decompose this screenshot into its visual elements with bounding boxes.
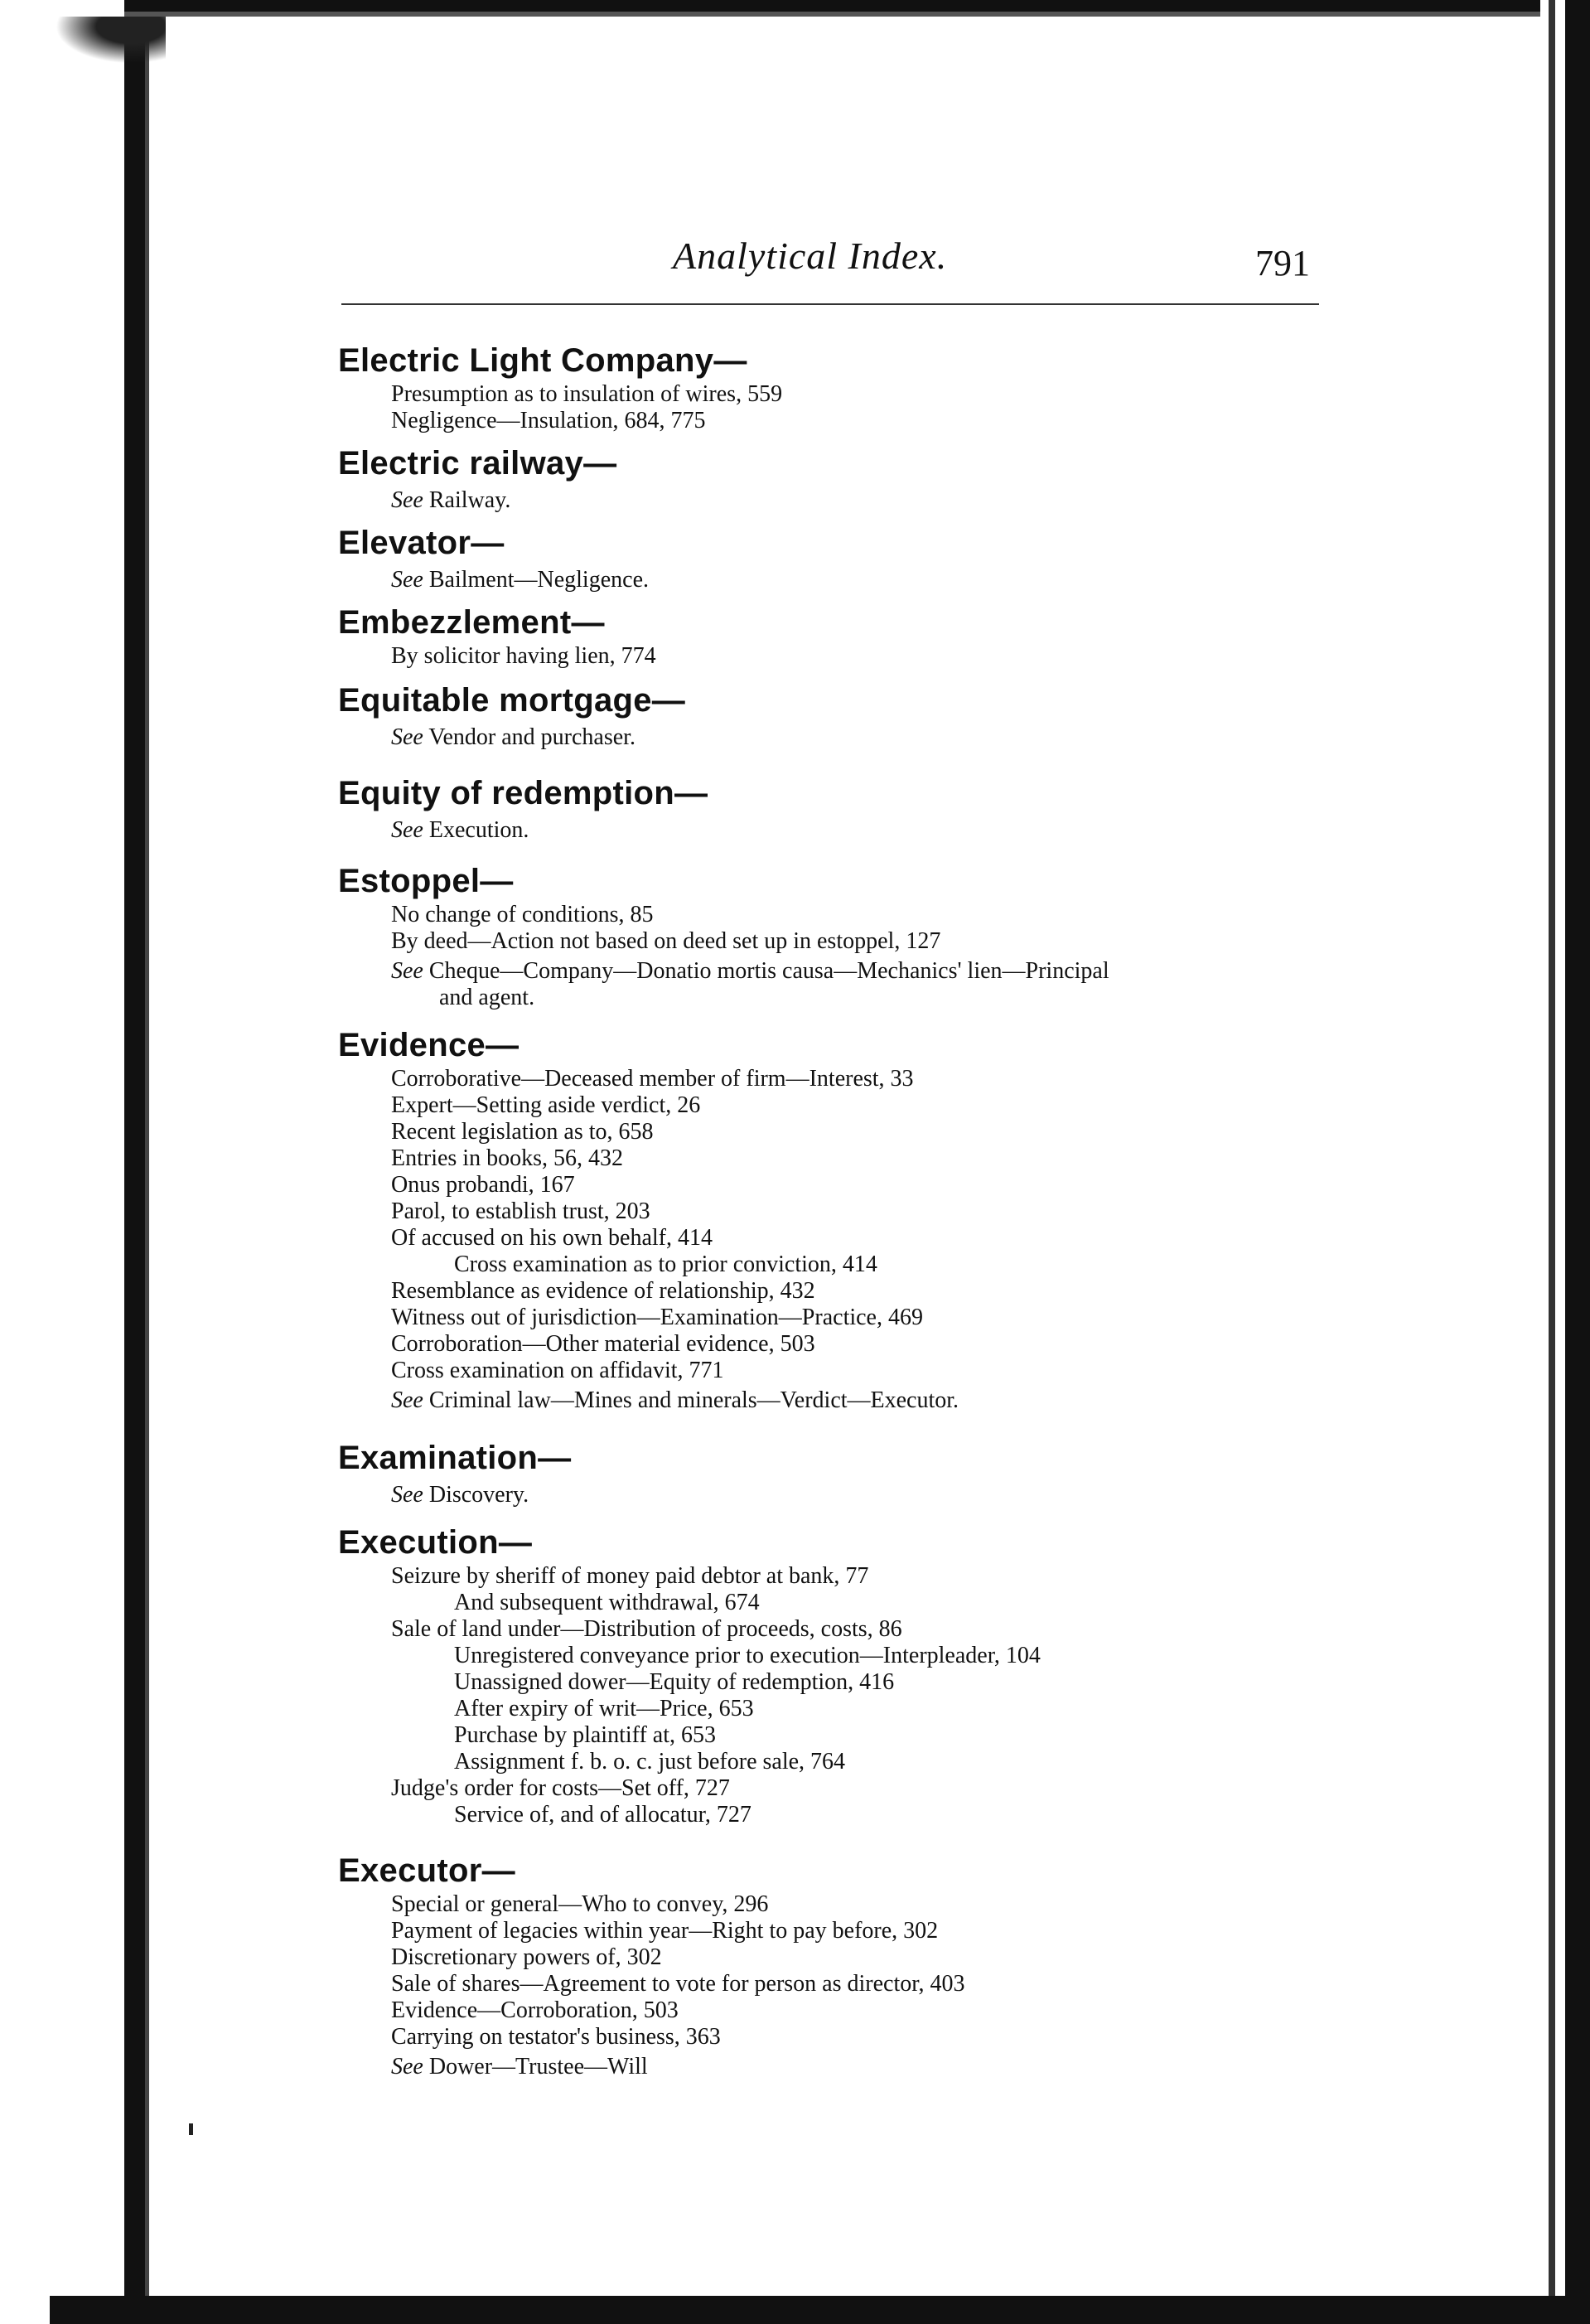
see-label: See (391, 817, 423, 843)
index-entry (338, 522, 1415, 593)
index-entry (338, 443, 1415, 514)
subentry (338, 1696, 1415, 1722)
subentry-text: Corroboration—Other material evidence, 503 (391, 1331, 815, 1357)
subentry (338, 1278, 1415, 1305)
subentry-text: Execution. (428, 817, 529, 843)
subentry-text: Resemblance as evidence of relationship, 432 (391, 1278, 815, 1304)
entry-heading: Evidence— (338, 1027, 520, 1063)
see-label: See (391, 487, 423, 513)
subentry-text: Sale of shares—Agreement to vote for person as director, 403 (391, 1971, 965, 1997)
cross-reference (338, 487, 1415, 514)
subentry (338, 1616, 1415, 1643)
subentry (338, 1066, 1415, 1092)
cross-reference (338, 724, 1415, 751)
subentry-text: Purchase by plaintiff at, 653 (454, 1722, 716, 1748)
subentry-text: Entries in books, 56, 432 (391, 1145, 623, 1171)
see-label: See (391, 958, 423, 984)
subentry (338, 1092, 1415, 1119)
subentry (338, 1252, 1415, 1278)
index-entry (338, 772, 1415, 844)
subentry-text: Assignment f. b. o. c. just before sale, 764 (454, 1749, 846, 1774)
subentry (338, 928, 1415, 955)
subentry-text: Evidence—Corroboration, 503 (391, 1997, 679, 2023)
index-entry (338, 860, 1415, 1011)
subentry-text: Carrying on testator's business, 363 (391, 2024, 721, 2050)
index-entry (338, 340, 1415, 434)
entry-heading: Execution— (338, 1524, 533, 1561)
cross-reference (338, 2054, 1415, 2080)
subentry-text: Corroborative—Deceased member of firm—Interest, 33 (391, 1066, 914, 1092)
index-entry (338, 1437, 1415, 1508)
subentry (338, 1305, 1415, 1331)
subentry-text: Dower—Trustee—Will (428, 2054, 648, 2079)
entry-heading: Equitable mortgage— (338, 682, 686, 719)
subentry-text: Seizure by sheriff of money paid debtor at bank, 77 (391, 1563, 869, 1589)
scan-right-border (1540, 0, 1590, 2324)
subentry-text: After expiry of writ—Price, 653 (454, 1696, 754, 1721)
running-head: Analytical Index. (673, 235, 948, 277)
subentry (338, 1119, 1415, 1145)
subentry-text: Cross examination on affidavit, 771 (391, 1358, 724, 1383)
subentry (338, 1669, 1415, 1696)
subentry (338, 1331, 1415, 1358)
index-entry (338, 1850, 1415, 2080)
subentry-continuation: and agent. (439, 985, 535, 1010)
subentry-text: Vendor and purchaser. (428, 724, 636, 750)
subentry (338, 381, 1415, 408)
subentry-text: Cheque—Company—Donatio mortis causa—Mechanics' lien—Principal (428, 958, 1109, 984)
subentry-text: By deed—Action not based on deed set up in estoppel, 127 (391, 928, 941, 954)
subentry (338, 643, 1415, 670)
subentry-text: Service of, and of allocatur, 727 (454, 1802, 752, 1828)
entry-heading: Electric railway— (338, 445, 617, 482)
subentry-text: Payment of legacies within year—Right to pay before, 302 (391, 1918, 939, 1944)
subentry-text: Unassigned dower—Equity of redemption, 416 (454, 1669, 895, 1695)
subentry-text: Cross examination as to prior conviction, 414 (454, 1252, 877, 1277)
subentry (338, 1563, 1415, 1590)
subentry-text: Witness out of jurisdiction—Examination—Practice, 469 (391, 1305, 923, 1330)
index-entry (338, 680, 1415, 751)
scan-left-border (0, 0, 157, 2324)
subentry-text: Negligence—Insulation, 684, 775 (391, 408, 706, 433)
header-rule (341, 303, 1319, 305)
index-entry (338, 1024, 1415, 1414)
subentry (338, 902, 1415, 928)
cross-reference (338, 1387, 1415, 1414)
entry-heading: Embezzlement— (338, 604, 605, 641)
subentry-text: Judge's order for costs—Set off, 727 (391, 1775, 730, 1801)
subentry-text: Unregistered conveyance prior to execution—Interpleader, 104 (454, 1643, 1041, 1668)
entry-heading: Estoppel— (338, 863, 514, 899)
subentry (338, 1944, 1415, 1971)
entry-heading: Elevator— (338, 525, 505, 561)
see-label: See (391, 567, 423, 593)
cross-reference (338, 567, 1415, 593)
index-entry (338, 602, 1415, 670)
page-number: 791 (1255, 243, 1310, 283)
subentry (338, 1918, 1415, 1944)
subentry (338, 408, 1415, 434)
cross-reference (338, 817, 1415, 844)
subentry-text: And subsequent withdrawal, 674 (454, 1590, 760, 1615)
subentry-text: No change of conditions, 85 (391, 902, 654, 927)
subentry (338, 1198, 1415, 1225)
subentry (338, 1145, 1415, 1172)
subentry-text: Expert—Setting aside verdict, 26 (391, 1092, 701, 1118)
entry-heading: Examination— (338, 1440, 572, 1476)
subentry (338, 1802, 1415, 1828)
subentry-text: Of accused on his own behalf, 414 (391, 1225, 713, 1251)
subentry-text: Discovery. (428, 1482, 529, 1508)
subentry (338, 2024, 1415, 2050)
index-body (338, 330, 1415, 2080)
see-label: See (391, 1482, 423, 1508)
subentry (338, 1997, 1415, 2024)
subentry-text: Presumption as to insulation of wires, 559 (391, 381, 783, 407)
see-label: See (391, 724, 423, 750)
cross-reference (338, 958, 1415, 1011)
scan-top-border (124, 0, 1590, 33)
ink-speck (189, 2123, 193, 2135)
subentry (338, 1225, 1415, 1252)
entry-heading: Electric Light Company— (338, 342, 747, 379)
subentry-text: Special or general—Who to convey, 296 (391, 1891, 769, 1917)
index-entry (338, 1522, 1415, 1828)
subentry (338, 1775, 1415, 1802)
see-label: See (391, 2054, 423, 2079)
subentry-text: Railway. (428, 487, 511, 513)
subentry (338, 1172, 1415, 1198)
subentry (338, 1749, 1415, 1775)
entry-heading: Equity of redemption— (338, 775, 708, 811)
scan-bottom-border (50, 2296, 1590, 2324)
subentry (338, 1643, 1415, 1669)
subentry (338, 1590, 1415, 1616)
subentry-text: Recent legislation as to, 658 (391, 1119, 654, 1145)
subentry-text: Discretionary powers of, 302 (391, 1944, 662, 1970)
subentry-text: Bailment—Negligence. (428, 567, 649, 593)
subentry (338, 1971, 1415, 1997)
subentry-text: Sale of land under—Distribution of proceeds, costs, 86 (391, 1616, 902, 1642)
subentry-text: Criminal law—Mines and minerals—Verdict—Executor. (428, 1387, 959, 1413)
cross-reference (338, 1482, 1415, 1508)
entry-heading: Executor— (338, 1852, 515, 1889)
see-label: See (391, 1387, 423, 1413)
subentry (338, 1891, 1415, 1918)
subentry-text: By solicitor having lien, 774 (391, 643, 656, 669)
subentry (338, 1358, 1415, 1384)
scan-corner-smudge (50, 17, 166, 66)
subentry-text: Onus probandi, 167 (391, 1172, 575, 1198)
subentry-text: Parol, to establish trust, 203 (391, 1198, 650, 1224)
subentry (338, 1722, 1415, 1749)
